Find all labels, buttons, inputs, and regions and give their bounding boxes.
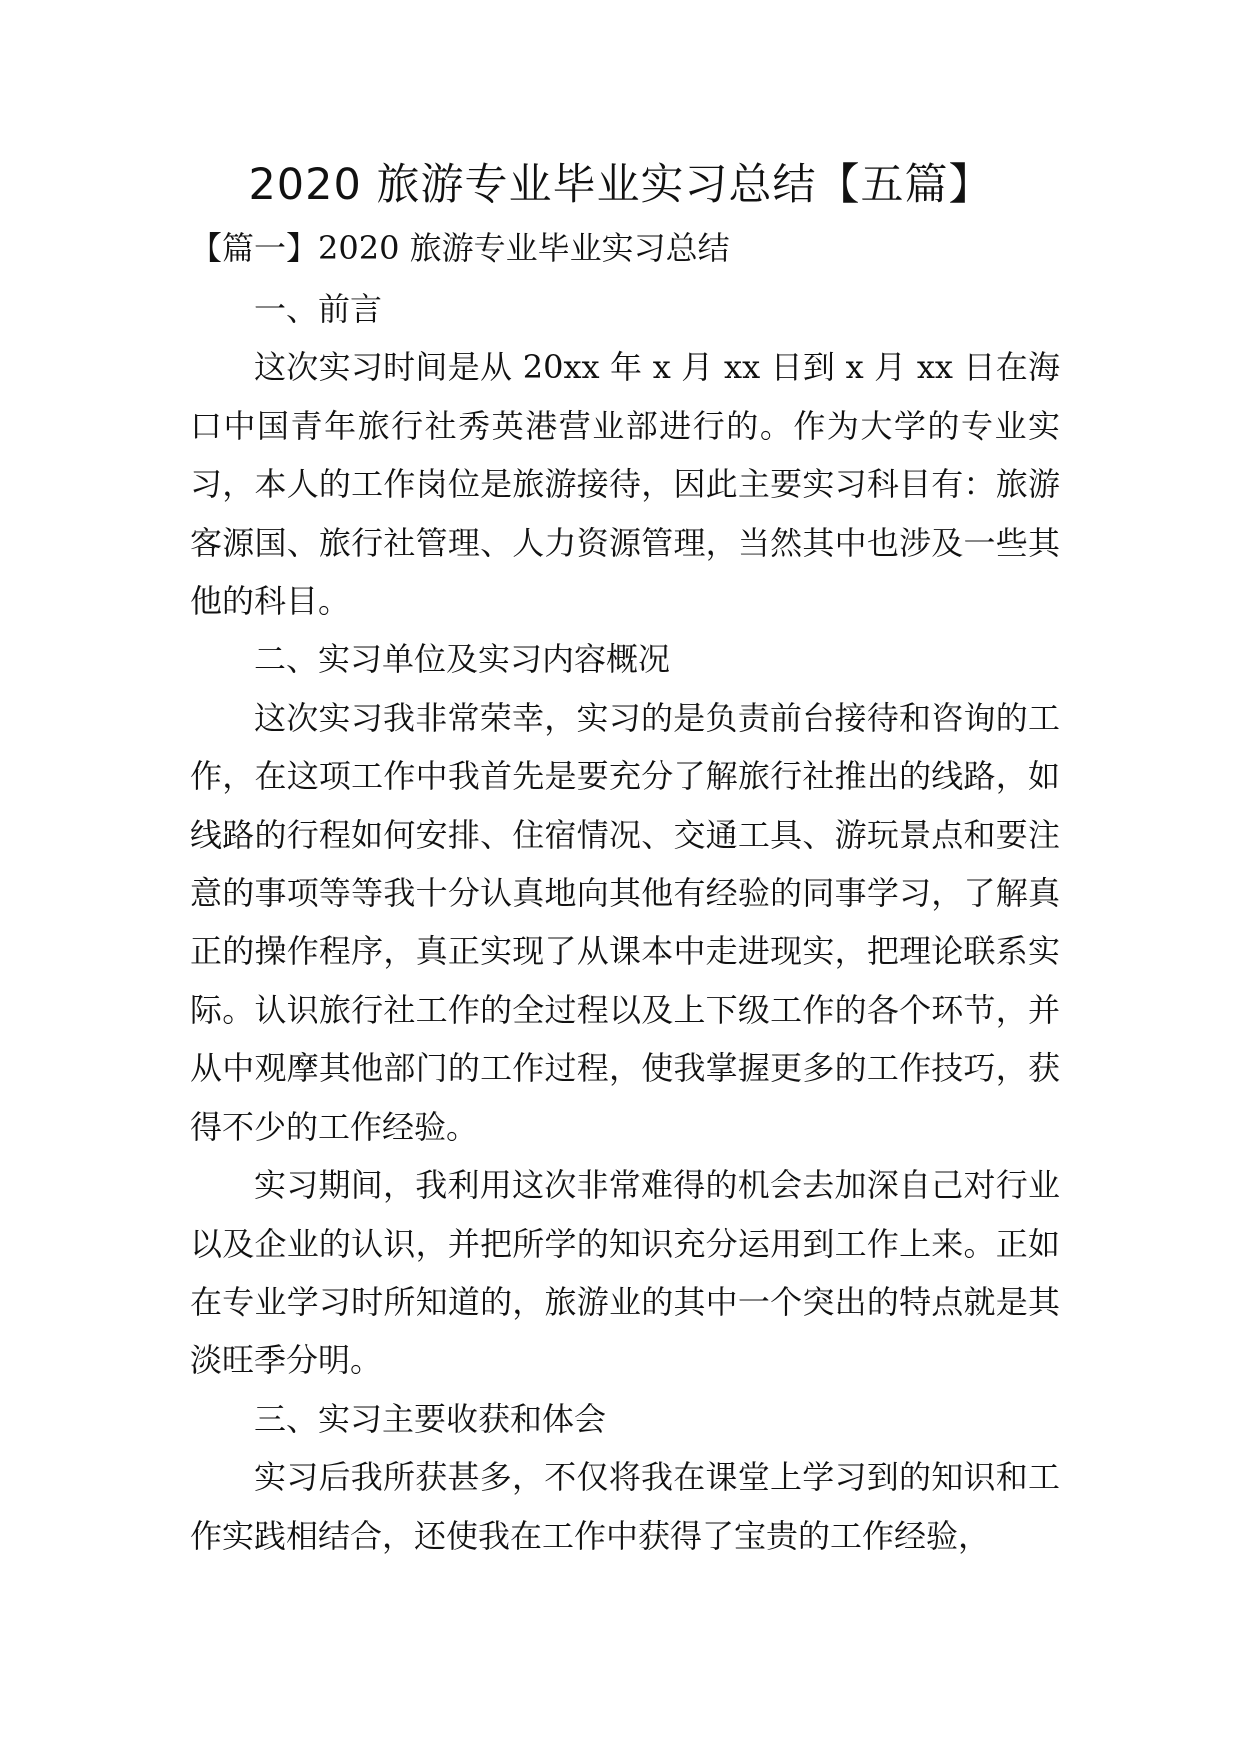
paragraph: 这次实习我非常荣幸，实习的是负责前台接待和咨询的工作，在这项工作中我首先是要充分了解旅行社推出的线路，如线路的行程如何安排、住宿情况、交通工具、游玩景点和要注意的事项等等我十分认真地向其他有经验的同事学习，了解真正的操作程序，真正实现了从课本中走进现实，把理论联系实际。认识旅行社工作的全过程以及上下级工作的各个环节，并从中观摩其他部门的工作过程，使我掌握更多的工作技巧，获得不少的工作经验。 [190, 698, 1060, 1146]
heading-unit-overview: 二、实习单位及实习内容概况 [254, 640, 671, 679]
section-title: 【篇一】2020 旅游专业毕业实习总结 [190, 229, 730, 267]
heading-preface: 一、前言 [254, 290, 383, 328]
paragraph: 实习期间，我利用这次非常难得的机会去加深自己对行业以及企业的认识，并把所学的知识充分运用到工作上来。正如在专业学习时所知道的，旅游业的其中一个突出的特点就是其淡旺季分明。 [190, 1166, 1060, 1380]
heading-gains: 三、实习主要收获和体会 [254, 1399, 607, 1438]
document-body [190, 280, 1060, 1565]
paragraph: 这次实习时间是从 20xx 年 x 月 xx 日到 x 月 xx 日在海口中国青年旅行社秀英港营业部进行的。作为大学的专业实习，本人的工作岗位是旅游接待，因此主要实习科目有：旅游客源国、旅行社管理、人力资源管理，当然其中也涉及一些其他的科目。 [190, 348, 1060, 621]
document-title: 2020 旅游专业毕业实习总结【五篇】 [248, 160, 993, 210]
paragraph: 实习后我所获甚多，不仅将我在课堂上学习到的知识和工作实践相结合，还使我在工作中获得了宝贵的工作经验， [190, 1458, 1060, 1555]
